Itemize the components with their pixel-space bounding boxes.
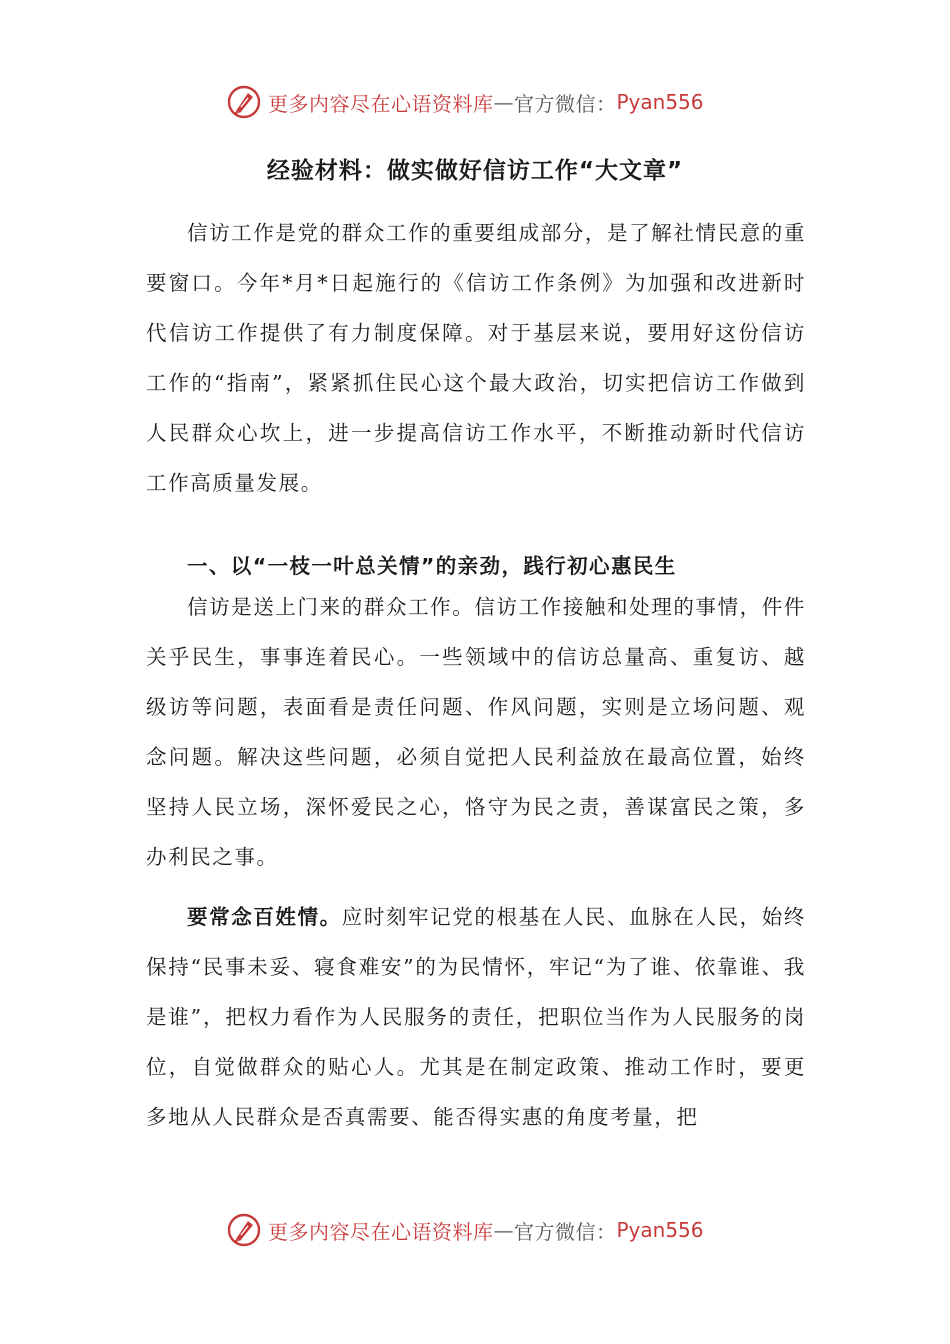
pen-nib-icon [226, 84, 262, 120]
watermark-contact-id: Pyan556 [616, 90, 704, 114]
section-1-paragraph: 信访是送上门来的群众工作。信访工作接触和处理的事情，件件关乎民生，事事连着民心。一些领域中的信访总量高、重复访、越级访等问题，表面看是责任问题、作风问题，实则是立场问题、观念问题。解决这些问题，必须自觉把人民利益放在最高位置，始终坚持人民立场，深怀爱民之心，恪守为民之责，善谋富民之策，多办利民之事。 [146, 595, 806, 869]
watermark-contact-label: 官方微信： [514, 91, 617, 116]
watermark-contact-label: 官方微信： [514, 1219, 617, 1244]
watermark-site-text: 更多内容尽在心语资料库 [268, 91, 494, 116]
watermark-banner-top [226, 82, 746, 122]
point-1-lead: 要常念百姓情。 [187, 905, 342, 929]
point-1-text: 应时刻牢记党的根基在人民、血脉在人民，始终保持“民事未妥、寝食难安”的为民情怀，牢记“为了谁、依靠谁、我是谁”，把权力看作为人民服务的责任，把职位当作为人民服务的岗位，自觉做群众的贴心人。尤其是在制定政策、推动工作时，要更多地从人民群众是否真需要、能否得实惠的角度考量，把 [146, 905, 806, 1129]
watermark-dash: — [493, 90, 514, 114]
watermark-site-text: 更多内容尽在心语资料库 [268, 1219, 494, 1244]
watermark-contact-id: Pyan556 [616, 1218, 704, 1242]
watermark-banner-bottom [226, 1210, 746, 1250]
pen-nib-icon [226, 1212, 262, 1248]
section-heading-1: 一、以“一枝一叶总关情”的亲劲，践行初心惠民生 [187, 553, 677, 578]
watermark-dash: — [493, 1218, 514, 1242]
document-title: 经验材料：做实做好信访工作“大文章” [266, 158, 684, 184]
section-1-point-1-paragraph [146, 892, 806, 1142]
intro-paragraph: 信访工作是党的群众工作的重要组成部分，是了解社情民意的重要窗口。今年*月*日起施行的《信访工作条例》为加强和改进新时代信访工作提供了有力制度保障。对于基层来说，要用好这份信访工作的“指南”，紧紧抓住民心这个最大政治，切实把信访工作做到人民群众心坎上，进一步提高信访工作水平，不断推动新时代信访工作高质量发展。 [146, 221, 806, 495]
